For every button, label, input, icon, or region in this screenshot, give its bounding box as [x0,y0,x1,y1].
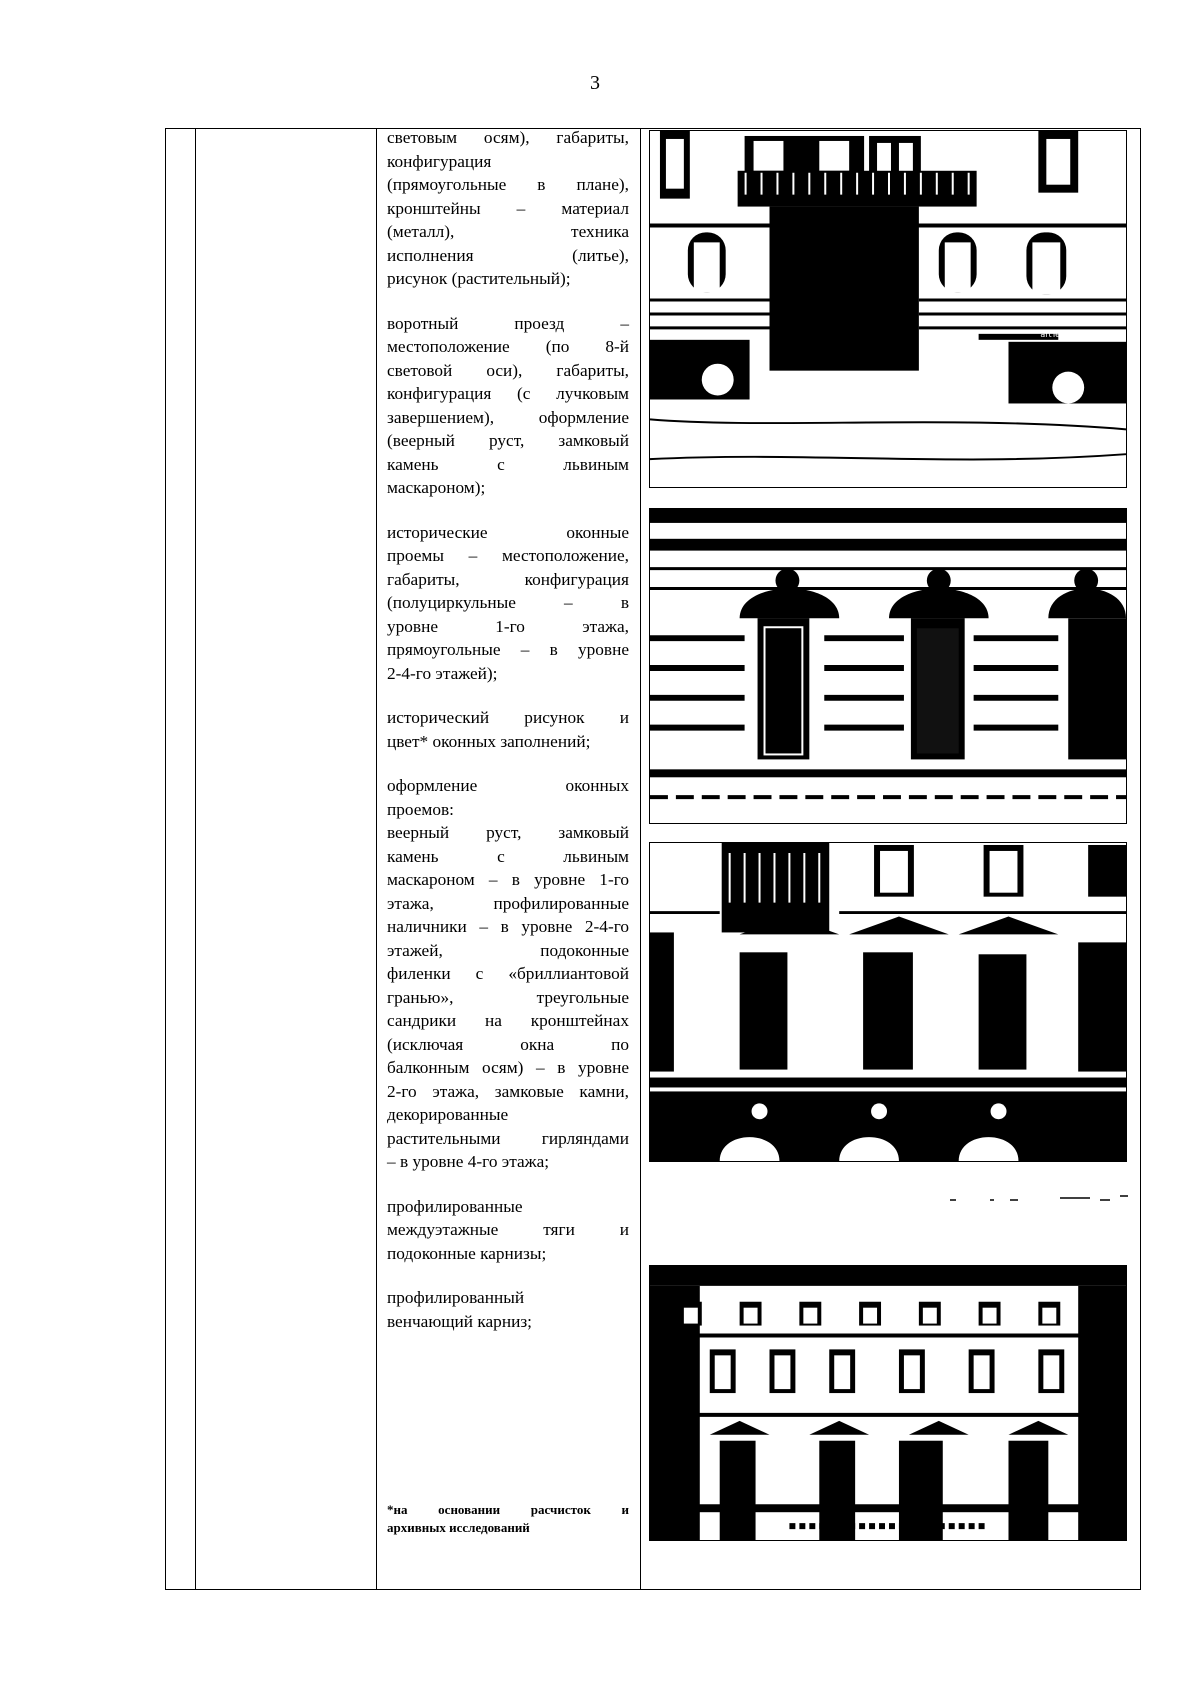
photo-pediment-windows [649,842,1127,1162]
footnote: *на основании расчисток и архивных исследований [387,1502,629,1535]
page-number: 3 [590,72,600,94]
column-divider-1 [195,129,196,1589]
photo-upper-floors [649,1265,1127,1541]
svg-text:artTeam: artTeam [1040,329,1073,339]
column-divider-2 [376,129,377,1589]
photo-arched-windows [649,508,1127,824]
characteristics-column [387,126,629,1333]
paragraph-window-fillings: исторический рисунок и цвет* оконных заполнений; [387,708,629,751]
paragraph-balconies: световым осям), габариты, конфигурация (прямоугольные в плане), кронштейны – материал (металл), техника исполнения (литье), рисунок (растительный); [387,128,629,288]
column-divider-3 [640,129,641,1589]
paragraph-window-decoration: оформление оконных проемов: веерный руст, замковый камень с львиным маскароном – в уровне 1-го этажа, профилированные наличники – в уровне 2-4-го этажей, подоконные филенки с «бриллиантовой гранью», треугольные сандрики на кронштейнах (исключая окна по балконным осям) – в уровне 2-го этажа, замковые камни, декорированные растительными гирляндами – в уровне 4-го этажа; [387,776,629,1171]
paragraph-gateway: воротный проезд – местоположение (по 8-й световой оси), габариты, конфигурация (с лучковым завершением), оформление (веерный руст, замковый камень с львиным маскароном); [387,313,629,497]
photo-balcony-and-gateway [649,130,1127,488]
paragraph-crowning-cornice: профилированный венчающий карниз; [387,1288,532,1331]
scan-specks [950,1193,1130,1205]
paragraph-string-courses: профилированные междуэтажные тяги и подоконные карнизы; [387,1196,629,1263]
paragraph-window-openings: исторические оконные проемы – местоположение, габариты, конфигурация (полуциркульные – в уровне 1-го этажа, прямоугольные – в уровне 2-4-го этажей); [387,522,629,683]
